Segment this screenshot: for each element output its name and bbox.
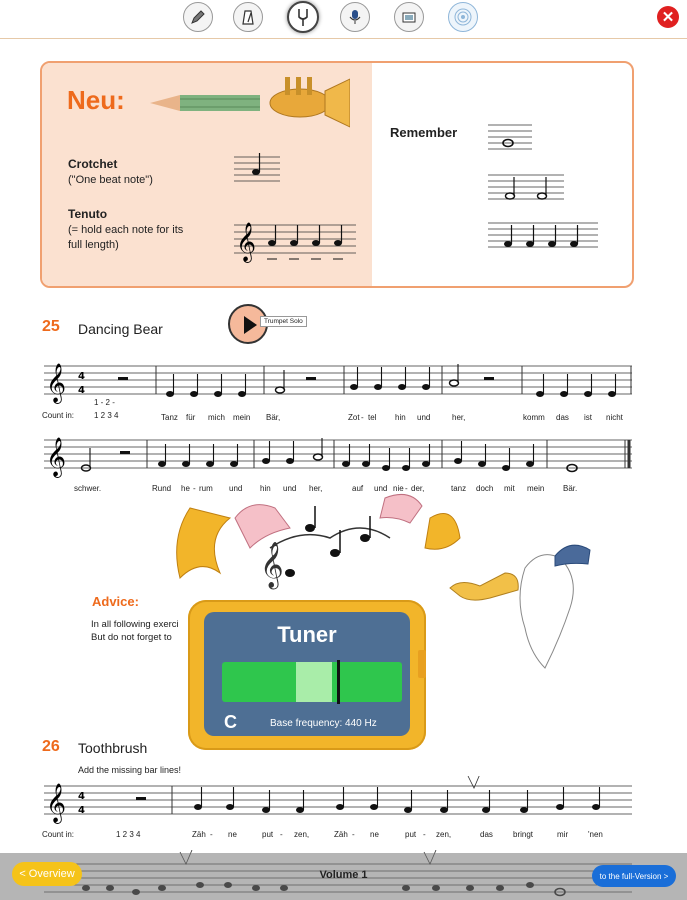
svg-text:𝄞: 𝄞 bbox=[260, 542, 284, 588]
crotchet-description: ("One beat note") bbox=[68, 174, 153, 186]
tuner-target-zone bbox=[296, 662, 332, 702]
lyric: mein bbox=[233, 413, 251, 422]
trumpet-solo-tooltip: Trumpet Solo bbox=[260, 316, 307, 327]
info-box bbox=[40, 61, 634, 288]
overview-button[interactable]: < Overview bbox=[12, 862, 82, 886]
lyric: und bbox=[374, 484, 388, 493]
lyric: rum bbox=[199, 484, 213, 493]
lyric: und bbox=[417, 413, 431, 422]
tenuto-staff-illustration bbox=[234, 217, 356, 265]
advice-title: Advice: bbox=[92, 594, 139, 609]
crotchet-label: Crotchet bbox=[68, 157, 118, 171]
lyric: ne bbox=[228, 830, 237, 839]
top-toolbar bbox=[0, 0, 687, 39]
advice-line-1: In all following exerci bbox=[91, 619, 179, 630]
close-icon: ✕ bbox=[661, 9, 675, 26]
lyric: bringt bbox=[513, 830, 534, 839]
song-26-count-label: Count in: bbox=[42, 830, 75, 839]
tenuto-description-line1: (= hold each note for its bbox=[68, 224, 184, 236]
song-25-count-numbers: 1 2 3 4 bbox=[94, 411, 119, 420]
lyric: hin bbox=[395, 413, 406, 422]
tenuto-description-line2: full length) bbox=[68, 239, 119, 251]
lyric: Rund bbox=[152, 484, 172, 493]
remember-half-note-staff bbox=[488, 171, 564, 207]
metronome-tool-icon[interactable] bbox=[233, 2, 263, 32]
play-icon bbox=[244, 316, 257, 334]
lyric: - bbox=[405, 484, 408, 493]
song-25-count-label: Count in: bbox=[42, 411, 75, 420]
svg-text:𝄞: 𝄞 bbox=[46, 437, 67, 477]
tuner-base-frequency[interactable]: Base frequency: 440 Hz bbox=[270, 718, 377, 729]
video-tool-icon[interactable] bbox=[394, 2, 424, 32]
lyric: tel bbox=[368, 413, 377, 422]
lyric: Zäh bbox=[334, 830, 348, 839]
lyric: nicht bbox=[606, 413, 623, 422]
lyric: nie bbox=[393, 484, 404, 493]
tuner-needle bbox=[337, 660, 340, 704]
tuner-note: C bbox=[224, 712, 237, 732]
tuner-side-button[interactable] bbox=[418, 650, 426, 678]
lyric: Zäh bbox=[192, 830, 206, 839]
microphone-tool-icon[interactable] bbox=[340, 2, 370, 32]
lyric: Zot bbox=[348, 413, 360, 422]
lyric: doch bbox=[476, 484, 494, 493]
lyric: auf bbox=[352, 484, 364, 493]
lyric: zen, bbox=[436, 830, 452, 839]
lyric: - bbox=[361, 413, 364, 422]
lyric: 'nen bbox=[588, 830, 603, 839]
lyric: Tanz bbox=[161, 413, 178, 422]
lyric: für bbox=[186, 413, 196, 422]
song-26-number: 26 bbox=[42, 738, 60, 755]
lyric: mein bbox=[527, 484, 545, 493]
trumpet-pencil-illustration bbox=[150, 73, 350, 128]
full-version-button[interactable]: to the full-Version > bbox=[592, 865, 676, 887]
lyric: - bbox=[210, 830, 213, 839]
lyric: mit bbox=[504, 484, 515, 493]
svg-text:4: 4 bbox=[78, 805, 85, 816]
lyric: he bbox=[181, 484, 190, 493]
lyric: und bbox=[229, 484, 243, 493]
svg-text:4: 4 bbox=[78, 371, 85, 382]
tuner-title: Tuner bbox=[277, 622, 337, 647]
lyric: put bbox=[405, 830, 417, 839]
lyric: - bbox=[352, 830, 355, 839]
volume-label: Volume 1 bbox=[319, 869, 368, 881]
lyric: der, bbox=[411, 484, 425, 493]
lyric: - bbox=[423, 830, 426, 839]
song-26-staff-1 bbox=[44, 776, 632, 826]
remember-label: Remember bbox=[390, 125, 458, 140]
lyric: komm bbox=[523, 413, 545, 422]
target-tool-icon[interactable] bbox=[448, 2, 478, 32]
tenuto-label: Tenuto bbox=[68, 207, 108, 221]
lyric: schwer. bbox=[74, 484, 102, 493]
lyric: Bär. bbox=[563, 484, 578, 493]
advice-line-2: But do not forget to bbox=[91, 632, 172, 643]
lyric: her, bbox=[452, 413, 466, 422]
svg-text:4: 4 bbox=[78, 385, 85, 396]
lyric: put bbox=[262, 830, 274, 839]
lyric: her, bbox=[309, 484, 323, 493]
close-button[interactable] bbox=[657, 6, 679, 28]
tuner-pitch-meter bbox=[222, 662, 402, 702]
svg-text:4: 4 bbox=[78, 791, 85, 802]
remember-quarter-note-staff bbox=[488, 219, 598, 255]
info-box-heading: Neu: bbox=[67, 85, 125, 115]
svg-text:𝄞: 𝄞 bbox=[236, 222, 257, 262]
song-25-title: Dancing Bear bbox=[78, 321, 163, 337]
remember-whole-note-staff bbox=[488, 121, 532, 157]
song-25-number: 25 bbox=[42, 318, 60, 335]
lyric: mich bbox=[208, 413, 225, 422]
lyric: hin bbox=[260, 484, 271, 493]
lyric: zen, bbox=[294, 830, 310, 839]
song-26-title: Toothbrush bbox=[78, 740, 148, 756]
pencil-tool-icon[interactable] bbox=[183, 2, 213, 32]
lyric: das bbox=[556, 413, 569, 422]
crotchet-staff-illustration bbox=[234, 153, 280, 189]
lyric: - bbox=[193, 484, 196, 493]
tuner-widget[interactable] bbox=[188, 600, 426, 750]
svg-text:𝄞: 𝄞 bbox=[46, 363, 67, 403]
tuner-screen bbox=[204, 612, 410, 736]
count-in-top: 1 - 2 - bbox=[94, 398, 115, 407]
svg-text:𝄞: 𝄞 bbox=[46, 783, 67, 823]
lyric: tanz bbox=[451, 484, 467, 493]
lyric: und bbox=[283, 484, 297, 493]
lyric: ne bbox=[370, 830, 379, 839]
song-26-count-numbers: 1 2 3 4 bbox=[116, 830, 141, 839]
tuning-fork-tool-icon[interactable] bbox=[287, 1, 319, 33]
song-25-staff-2 bbox=[44, 430, 632, 480]
lyric: Bär, bbox=[266, 413, 281, 422]
lyric: mir bbox=[557, 830, 569, 839]
song-26-instruction: Add the missing bar lines! bbox=[78, 765, 182, 775]
lyric: ist bbox=[584, 413, 592, 422]
song-25-staff-1 bbox=[44, 356, 632, 406]
lyric: - bbox=[280, 830, 283, 839]
lyric: das bbox=[480, 830, 493, 839]
